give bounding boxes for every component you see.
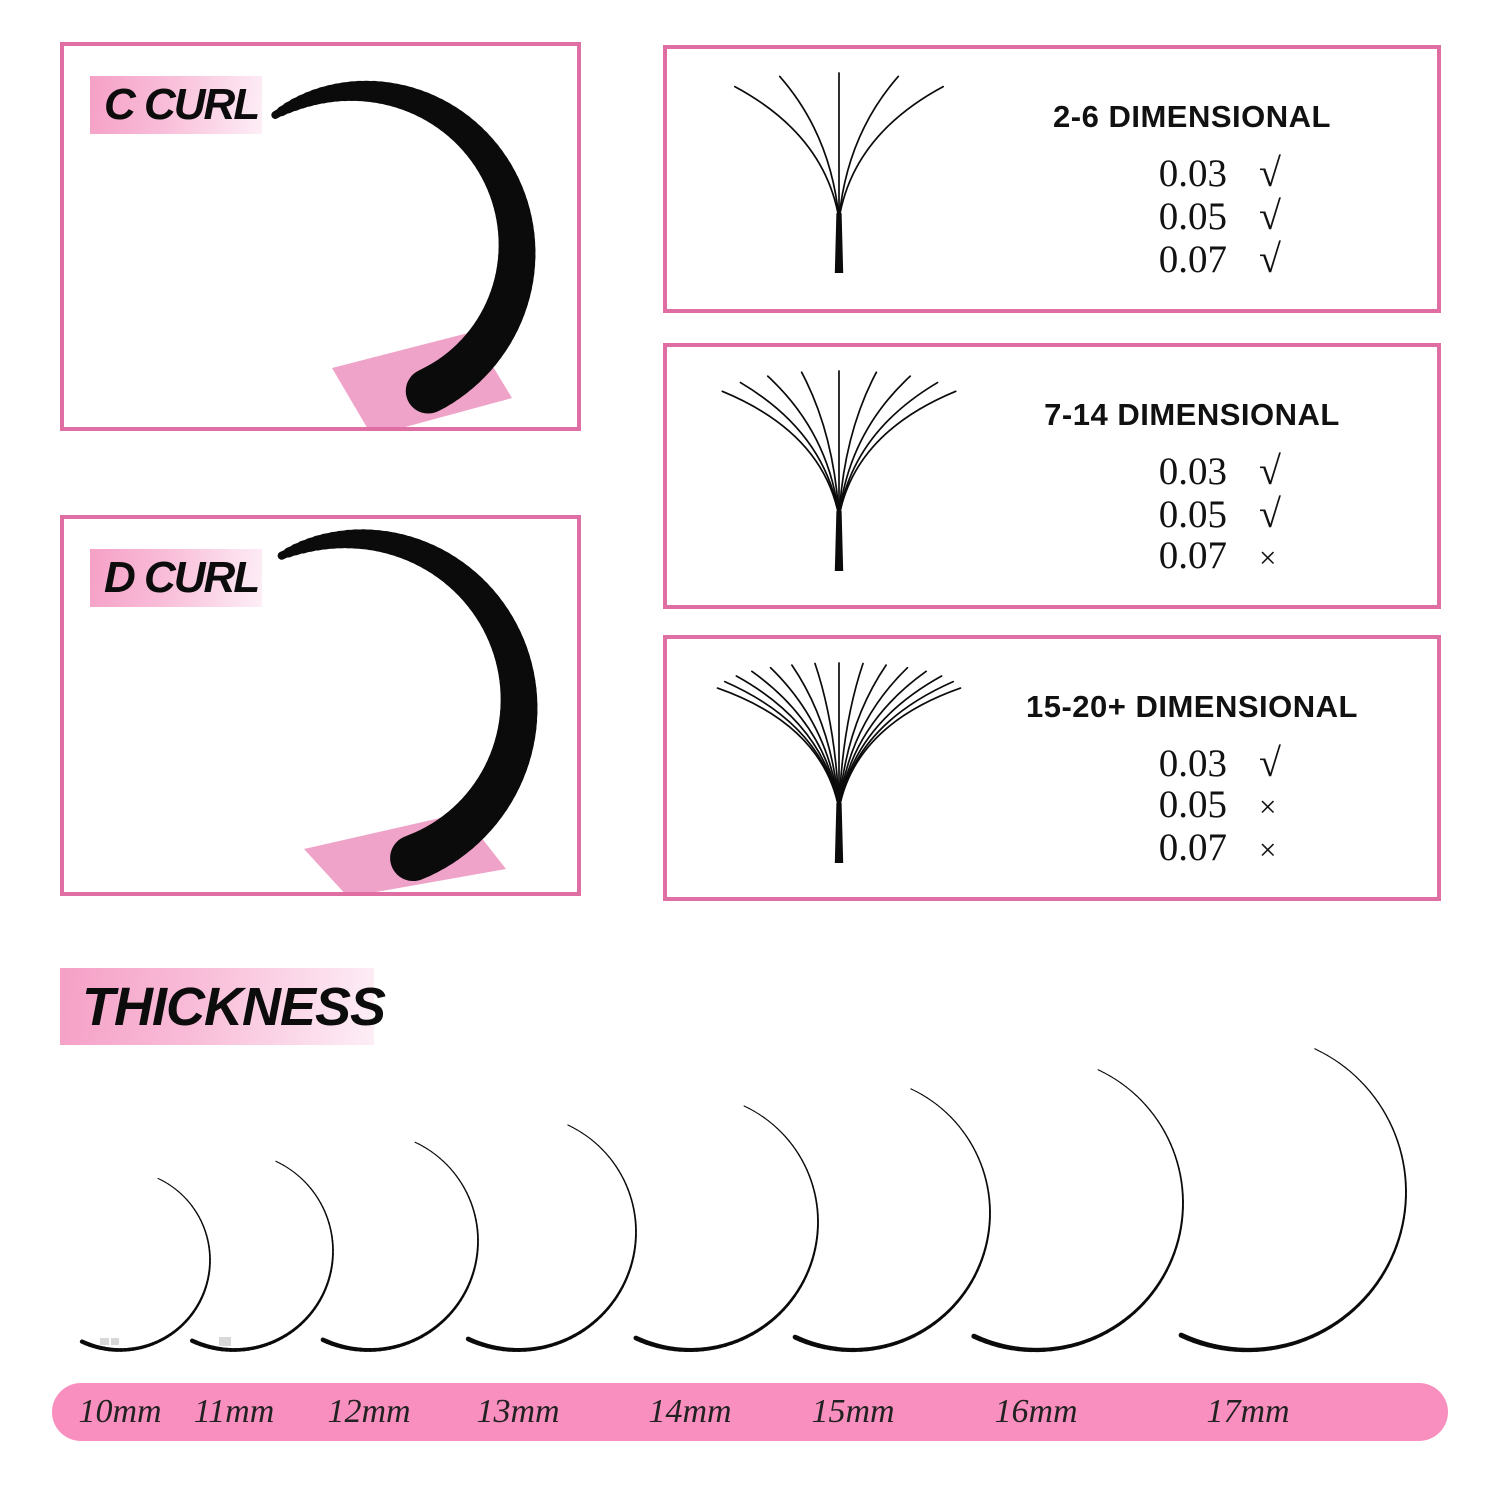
lash-stroke [796, 1150, 799, 1155]
dimensional-card-2-6 [663, 45, 1441, 313]
lash-stroke [459, 1180, 462, 1184]
lash-stroke [807, 1170, 809, 1175]
cross-mark: × [1259, 832, 1277, 867]
fan-lash [735, 87, 839, 219]
lash-stroke [295, 1173, 298, 1176]
lash-stroke [590, 1139, 594, 1142]
lash-stroke [987, 1187, 988, 1193]
lash-stroke [1158, 1120, 1162, 1126]
lash-stroke [443, 1161, 447, 1164]
length-label: 10mm [78, 1393, 162, 1430]
lash-stroke [749, 1109, 754, 1112]
spec-size: 0.05 [1158, 195, 1227, 238]
lash-stroke [1121, 1083, 1126, 1087]
fan-lash [839, 682, 953, 809]
lash-stroke [814, 1192, 815, 1198]
lash-stroke [793, 1145, 796, 1150]
lash-stroke [1361, 1081, 1366, 1086]
lash-stroke [781, 1132, 785, 1136]
spec-row [1087, 782, 1397, 825]
lash-stroke [1154, 1115, 1158, 1120]
lash-stroke [467, 1192, 469, 1196]
lash-stroke [1181, 1181, 1182, 1188]
lash-stroke [626, 1184, 628, 1189]
spec-rows [1087, 447, 1397, 576]
lash-stroke [932, 1101, 937, 1105]
length-label: 11mm [193, 1393, 275, 1430]
lash-stroke [302, 1179, 305, 1182]
lash-stroke [1098, 1070, 1104, 1073]
spec-row [1087, 739, 1397, 785]
lash-stroke [1383, 1109, 1387, 1115]
length-label: 12mm [327, 1393, 411, 1430]
lash-stroke [424, 1147, 428, 1150]
dimensional-card-7-14 [663, 343, 1441, 609]
dimensional-title: 15-20+ DIMENSIONAL [1025, 689, 1358, 724]
lash-stroke [955, 1122, 959, 1127]
lash-stroke [288, 1168, 292, 1170]
lash-stroke [298, 1176, 301, 1179]
lash-stroke [1131, 1091, 1136, 1095]
lash-stroke [606, 1153, 609, 1157]
thickness-heading-text: THICKNESS [82, 976, 386, 1037]
lash-stroke [162, 1180, 166, 1182]
lash-stroke [1405, 1204, 1406, 1211]
lash-stroke [1402, 1155, 1404, 1162]
lash-stroke [1345, 1067, 1350, 1071]
lash-stroke [1405, 1176, 1406, 1183]
cross-mark: × [1259, 540, 1277, 575]
lash-stroke [175, 1189, 178, 1192]
lash-stroke [82, 1342, 86, 1344]
lash-stroke [1175, 1156, 1177, 1162]
lash-stroke [1177, 1162, 1179, 1168]
lash-stroke [1389, 1122, 1392, 1128]
lash-stroke [811, 1181, 813, 1186]
lash-stroke [769, 1121, 773, 1125]
lash-stroke [983, 1169, 985, 1175]
lash-stroke [759, 1114, 764, 1117]
check-mark: √ [1259, 236, 1281, 281]
fan-lash [725, 682, 839, 809]
lash-stroke [313, 1192, 316, 1196]
lash-stroke [1375, 1098, 1379, 1104]
lash-stroke [628, 1189, 630, 1194]
lash-stroke [1333, 1059, 1339, 1063]
fan-lash [752, 671, 839, 809]
d-curl-label-text: D CURL [104, 553, 259, 602]
lash-stroke [785, 1137, 789, 1141]
lash-stroke [1161, 1126, 1164, 1132]
lash-stroke [1145, 1105, 1149, 1110]
dimensional-title: 7-14 DIMENSIONAL [1044, 397, 1340, 432]
lash-stroke [432, 1152, 436, 1155]
lash-stroke [1356, 1076, 1361, 1081]
lash-stroke [805, 1165, 807, 1170]
lash-stroke [764, 1118, 769, 1121]
length-label: 14mm [648, 1393, 732, 1430]
lash-stroke [619, 1170, 622, 1175]
lash-stroke [1379, 1103, 1383, 1109]
lash-stroke [462, 1184, 464, 1188]
lash-stroke [577, 1130, 582, 1133]
spec-size: 0.05 [1158, 493, 1227, 536]
lash-stroke [621, 1175, 623, 1180]
fan-lash [722, 391, 839, 517]
lash-stroke [450, 1168, 453, 1172]
lash-stroke [816, 1198, 817, 1204]
lash-stroke [630, 1194, 632, 1199]
lash-stroke [568, 1125, 573, 1127]
fan-stem [835, 803, 843, 863]
lash-stroke [916, 1092, 921, 1095]
lash-stroke [911, 1089, 917, 1092]
lash-stroke [777, 1128, 781, 1132]
lash-stroke [970, 1141, 973, 1146]
lash-stroke [1398, 1141, 1400, 1148]
spec-size: 0.03 [1158, 742, 1227, 785]
spec-rows [1087, 739, 1397, 868]
lash-stroke [1115, 1079, 1120, 1083]
fan-lash [839, 383, 938, 517]
lash-stroke [802, 1160, 805, 1165]
lash-stroke [284, 1165, 288, 1167]
lash-stroke [158, 1178, 162, 1180]
spec-size: 0.07 [1158, 826, 1227, 869]
lash-stroke [1168, 1138, 1171, 1144]
check-mark: √ [1259, 740, 1281, 785]
spec-size: 0.03 [1158, 152, 1227, 195]
lash-stroke [464, 1188, 466, 1192]
lash-stroke [1165, 1132, 1168, 1138]
spec-size: 0.07 [1158, 534, 1227, 577]
lash-stroke [946, 1113, 950, 1117]
lash-stroke [192, 1341, 196, 1343]
lash-stroke [436, 1155, 440, 1158]
c-curl-label [90, 76, 262, 134]
strip-marker [219, 1337, 231, 1346]
lash-stroke [1141, 1100, 1146, 1105]
lash-stroke [1321, 1052, 1327, 1055]
lash-stroke [1150, 1110, 1154, 1115]
fan-stem [835, 511, 843, 571]
c-curl-card [60, 42, 581, 431]
check-mark: √ [1259, 150, 1281, 195]
lash-stroke [813, 1186, 814, 1192]
lash-stroke [305, 1182, 308, 1185]
lash-stroke [922, 1095, 927, 1098]
dimensional-title: 2-6 DIMENSIONAL [1053, 99, 1331, 134]
strip-marker [100, 1338, 109, 1345]
lash-stroke [1182, 1188, 1183, 1195]
lash-stroke [428, 1149, 432, 1152]
lash-stroke [308, 1185, 311, 1188]
lash-stroke [447, 1165, 450, 1169]
lash-stroke [178, 1191, 181, 1194]
check-mark: √ [1259, 193, 1281, 238]
lash-stroke [1339, 1063, 1345, 1067]
lash-stroke [616, 1166, 619, 1170]
lash-stroke [323, 1340, 327, 1342]
d-curl-card [60, 515, 581, 896]
lash-stroke [595, 1142, 599, 1146]
fan-lash [839, 391, 956, 517]
lash-stroke [586, 1136, 590, 1139]
lash-stroke [795, 1337, 801, 1339]
lash-stroke [973, 1147, 976, 1152]
lash-stroke [468, 1339, 473, 1341]
lash-stroke [613, 1161, 616, 1165]
lash-stroke [963, 1131, 967, 1136]
fan-lash [740, 383, 839, 517]
lash-stroke [636, 1338, 641, 1340]
fan-lash [839, 671, 926, 809]
lash-stroke [966, 1136, 969, 1141]
strip-marker [111, 1338, 119, 1345]
fan-lash [839, 87, 943, 219]
lash-stroke [799, 1155, 802, 1160]
lash-stroke [1126, 1087, 1131, 1091]
lash-stroke [976, 1152, 979, 1158]
spec-row [1087, 490, 1397, 536]
lash-stroke [453, 1172, 456, 1176]
lash-stroke [1370, 1092, 1374, 1098]
lash-stroke [624, 1179, 626, 1184]
lash-stroke [1170, 1144, 1173, 1150]
lash-stroke [1350, 1072, 1355, 1077]
lash-stroke [1395, 1135, 1397, 1142]
length-scale-bar [52, 1383, 1448, 1441]
spec-row [1087, 825, 1397, 868]
lash-stroke [951, 1117, 955, 1121]
lash-stroke [169, 1184, 172, 1186]
lash-stroke [415, 1142, 419, 1144]
lash-stroke [609, 1157, 612, 1161]
lash-stroke [172, 1187, 175, 1189]
lash-stroke [291, 1170, 295, 1173]
lash-stroke [419, 1144, 423, 1146]
spec-row [1087, 447, 1397, 493]
lash-stroke [1180, 1175, 1181, 1182]
dimensional-card-15-20 [663, 635, 1441, 901]
lash-stroke [744, 1106, 749, 1109]
lash-stroke [602, 1149, 606, 1153]
lash-stroke [986, 1181, 987, 1187]
lash-stroke [789, 1141, 793, 1146]
d-curl-label [90, 549, 262, 607]
lash-stroke [280, 1163, 284, 1165]
spec-row [1087, 149, 1397, 195]
lash-stroke [1393, 1128, 1396, 1135]
lash-stroke [809, 1176, 811, 1181]
lash-stroke [1315, 1049, 1321, 1052]
length-arcs-chart [0, 1020, 1500, 1385]
lash-stroke [1110, 1076, 1116, 1079]
lash-stroke [1366, 1087, 1371, 1092]
lash-stroke [1404, 1169, 1405, 1176]
spec-row [1087, 235, 1397, 281]
fan-stem [835, 213, 843, 273]
lash-stroke [981, 1163, 983, 1169]
length-label: 15mm [811, 1393, 895, 1430]
lash-stroke [985, 1175, 987, 1181]
spec-size: 0.07 [1158, 238, 1227, 281]
lash-stroke [1181, 1335, 1187, 1338]
spec-rows [1087, 149, 1397, 281]
lash-stroke [978, 1158, 980, 1164]
lash-stroke [276, 1161, 280, 1163]
lash-stroke [1136, 1095, 1141, 1100]
lash-stroke [1173, 1150, 1175, 1156]
spec-size: 0.05 [1158, 783, 1227, 826]
lash-stroke [937, 1105, 942, 1109]
lash-stroke [773, 1125, 777, 1129]
lash-stroke [440, 1158, 444, 1161]
spec-size: 0.03 [1158, 450, 1227, 493]
lash-stroke [311, 1188, 314, 1192]
length-label: 13mm [476, 1393, 560, 1430]
lash-stroke [1386, 1115, 1389, 1121]
lash-stroke [428, 388, 435, 391]
lash-stroke [1400, 1148, 1402, 1155]
lash-stroke [165, 1182, 168, 1184]
lash-stroke [413, 855, 420, 858]
lash-stroke [754, 1111, 759, 1114]
length-label: 16mm [994, 1393, 1078, 1430]
lash-stroke [1403, 1162, 1404, 1169]
c-curl-label-text: C CURL [104, 80, 259, 129]
check-mark: √ [1259, 491, 1281, 536]
lash-stroke [1179, 1169, 1180, 1175]
lash-stroke [1327, 1055, 1333, 1059]
lash-stroke [989, 1193, 990, 1199]
spec-row [1087, 192, 1397, 238]
lash-stroke [959, 1126, 963, 1131]
lash-stroke [927, 1098, 932, 1101]
check-mark: √ [1259, 448, 1281, 493]
lash-stroke [573, 1127, 578, 1130]
lash-stroke [598, 1146, 602, 1150]
lash-stroke [974, 1336, 980, 1339]
spec-row [1087, 533, 1397, 576]
lash-stroke [1104, 1073, 1110, 1076]
lash-stroke [582, 1133, 586, 1136]
length-label: 17mm [1206, 1393, 1290, 1430]
lash-stroke [456, 1176, 459, 1180]
lash-stroke [942, 1109, 947, 1113]
cross-mark: × [1259, 789, 1277, 824]
